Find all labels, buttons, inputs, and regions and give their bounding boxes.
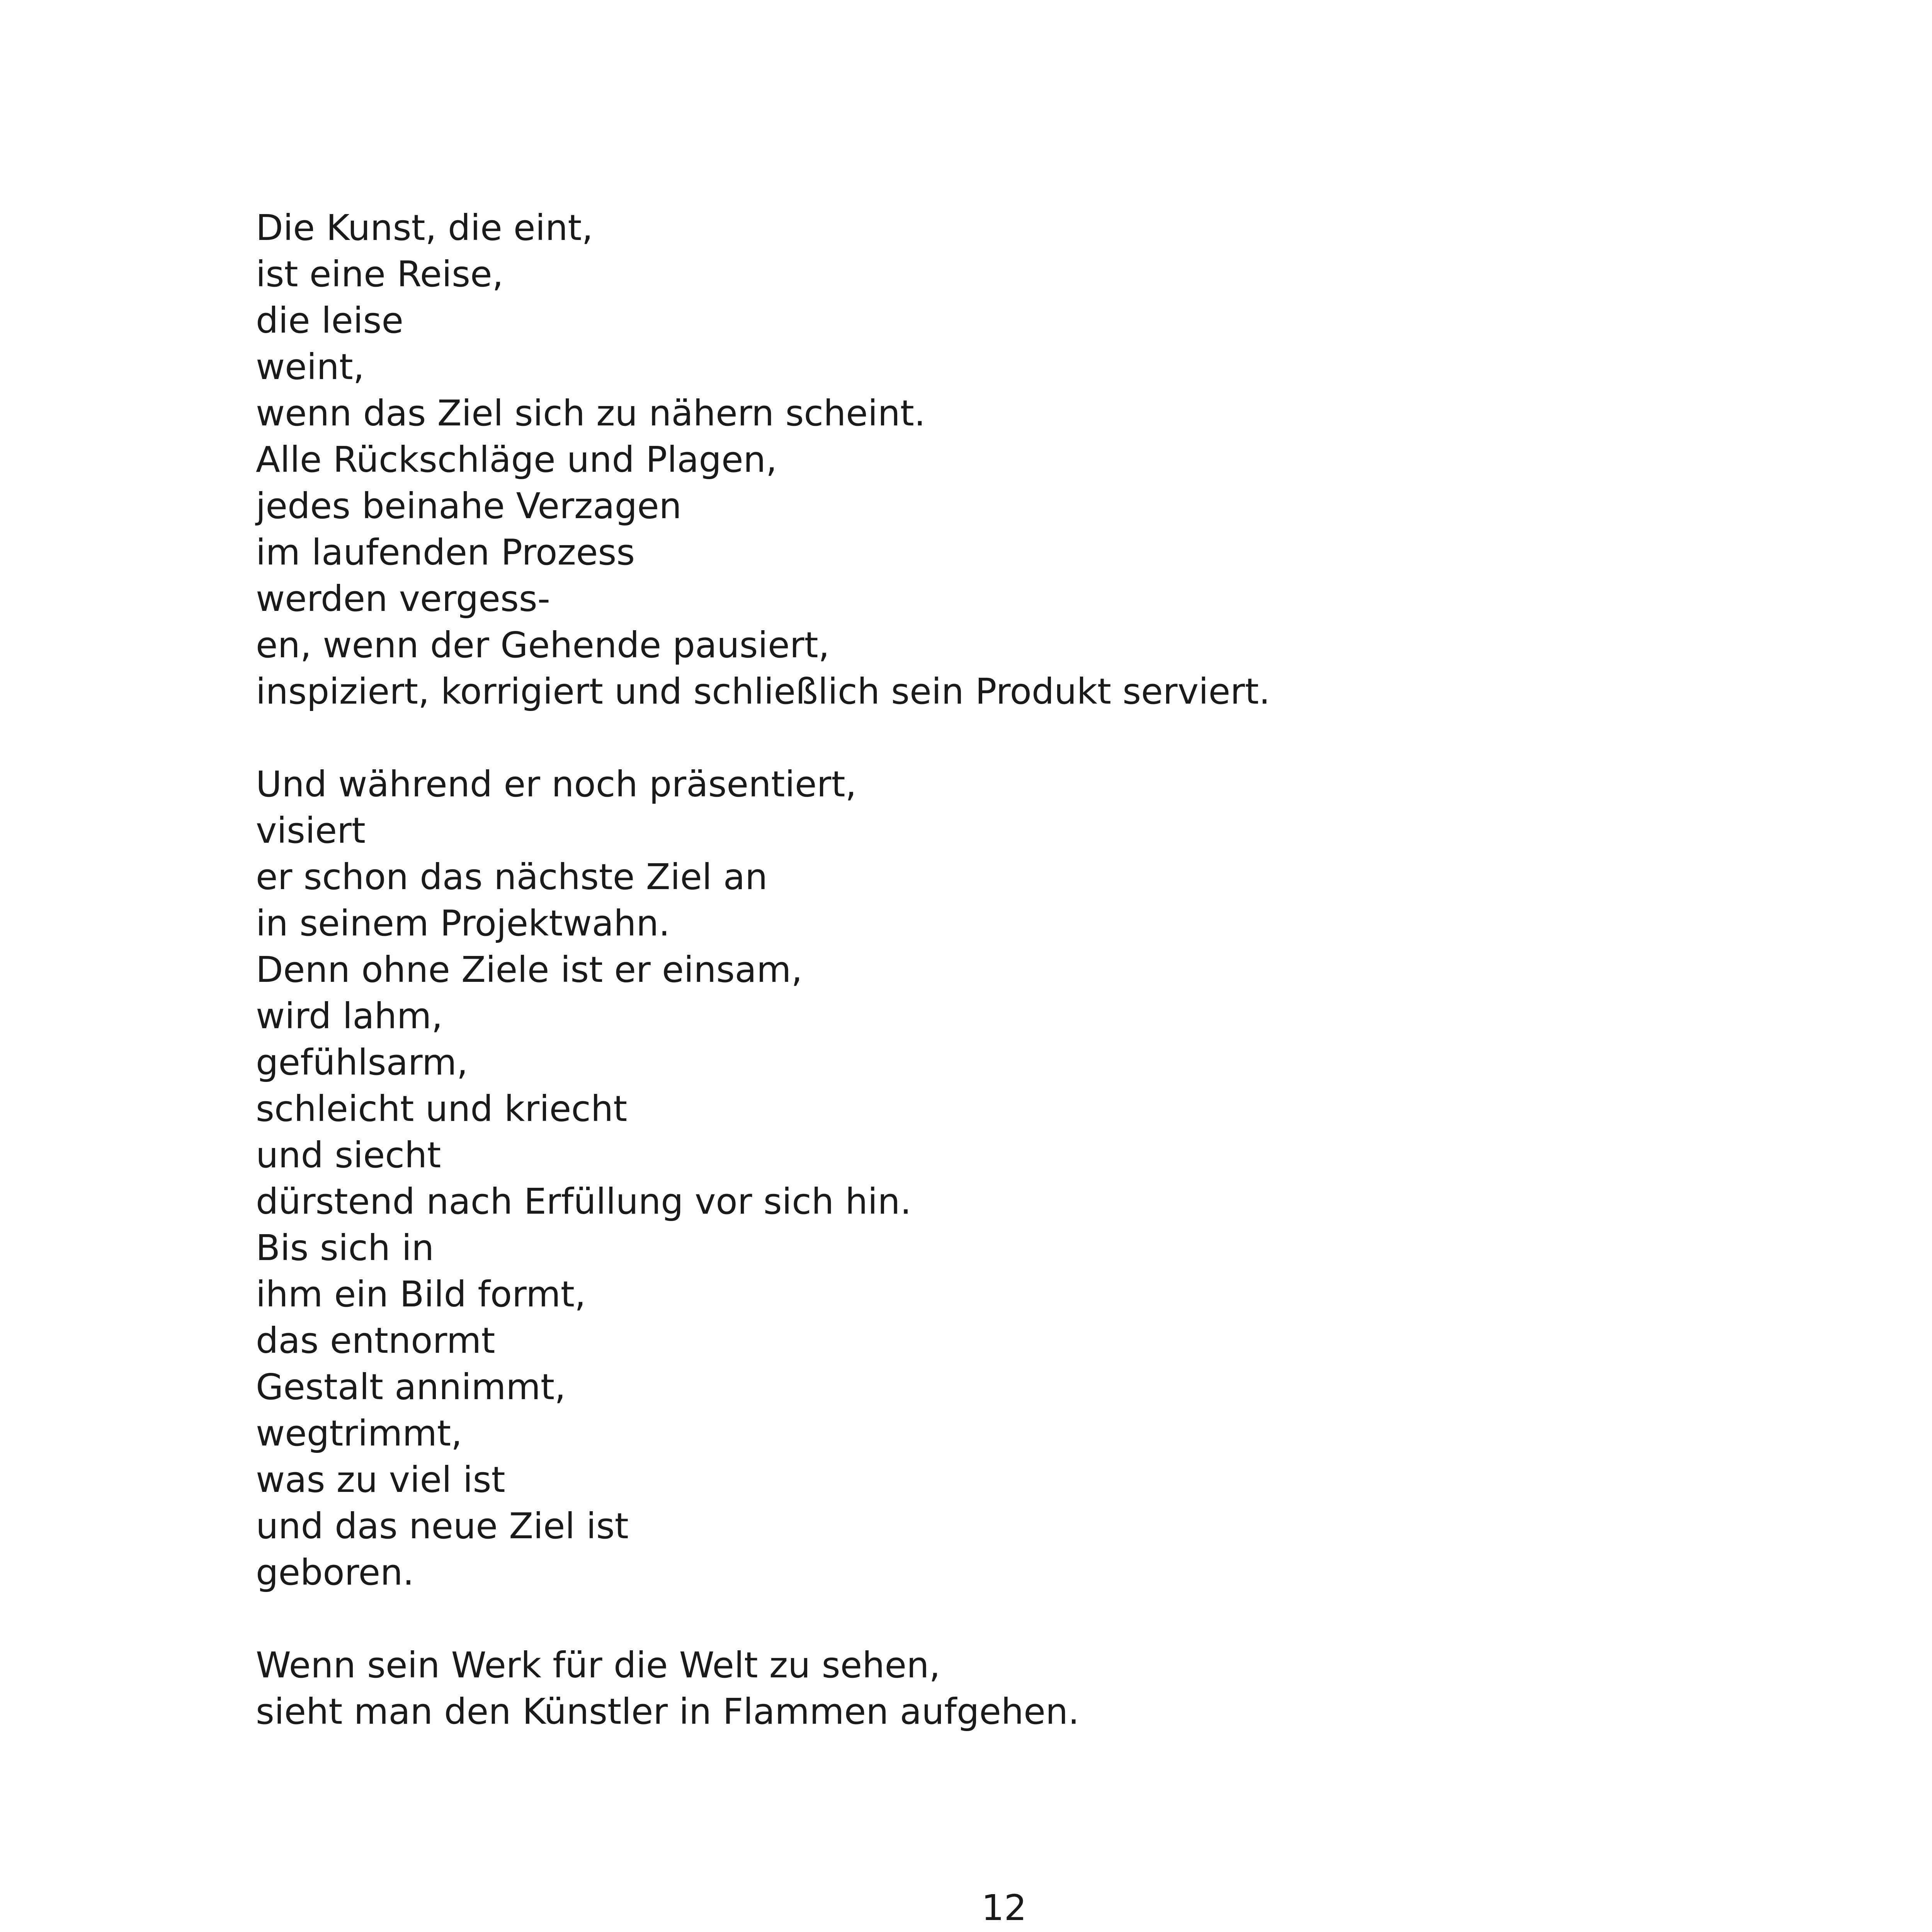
poem-line: dürstend nach Erfüllung vor sich hin. (256, 1181, 912, 1222)
poem-line: in seinem Projektwahn. (256, 903, 670, 944)
poem-line: sieht man den Künstler in Flammen aufgehen. (256, 1691, 1080, 1732)
poem-line: Alle Rückschläge und Plagen, (256, 439, 777, 480)
poem-line: Wenn sein Werk für die Welt zu sehen, (256, 1645, 940, 1686)
stanza-1 (256, 205, 1801, 715)
poem-line: und das neue Ziel ist (256, 1505, 629, 1547)
poem-line: wenn das Ziel sich zu nähern scheint. (256, 393, 926, 434)
poem-line: en, wenn der Gehende pausiert, (256, 624, 830, 666)
poem-line: er schon das nächste Ziel an (256, 856, 768, 898)
poem-line: Und während er noch präsentiert, (256, 764, 857, 805)
poem-line: wird lahm, (256, 995, 443, 1037)
poem-line: Gestalt annimmt, (256, 1366, 566, 1408)
poem-line: jedes beinahe Verzagen (256, 485, 682, 527)
stanza-3 (256, 1642, 1801, 1735)
poem-line: im laufenden Prozess (256, 532, 635, 573)
poem-line: Denn ohne Ziele ist er einsam, (256, 949, 803, 990)
poem-line: ist eine Reise, (256, 253, 503, 295)
poem-line: und siecht (256, 1134, 441, 1176)
poem-line: weint, (256, 346, 365, 388)
poem-line: ihm ein Bild formt, (256, 1274, 586, 1315)
poem-line: visiert (256, 810, 366, 851)
poem-line: gefühlsarm, (256, 1042, 468, 1083)
poem-line: geboren. (256, 1552, 414, 1593)
poem (256, 205, 1801, 1735)
poem-line: Die Kunst, die eint, (256, 207, 593, 248)
poem-line: Bis sich in (256, 1227, 434, 1269)
poem-line: schleicht und kriecht (256, 1088, 628, 1129)
poem-line: was zu viel ist (256, 1459, 505, 1500)
poem-line: wegtrimmt, (256, 1413, 463, 1454)
poem-line: werden vergess- (256, 578, 550, 619)
stanza-2 (256, 761, 1801, 1596)
poem-line: die leise (256, 300, 404, 341)
poem-line: inspiziert, korrigiert und schließlich sein Produkt serviert. (256, 671, 1270, 712)
poem-line: das entnormt (256, 1320, 495, 1361)
page-number: 12 (981, 1887, 1027, 1929)
